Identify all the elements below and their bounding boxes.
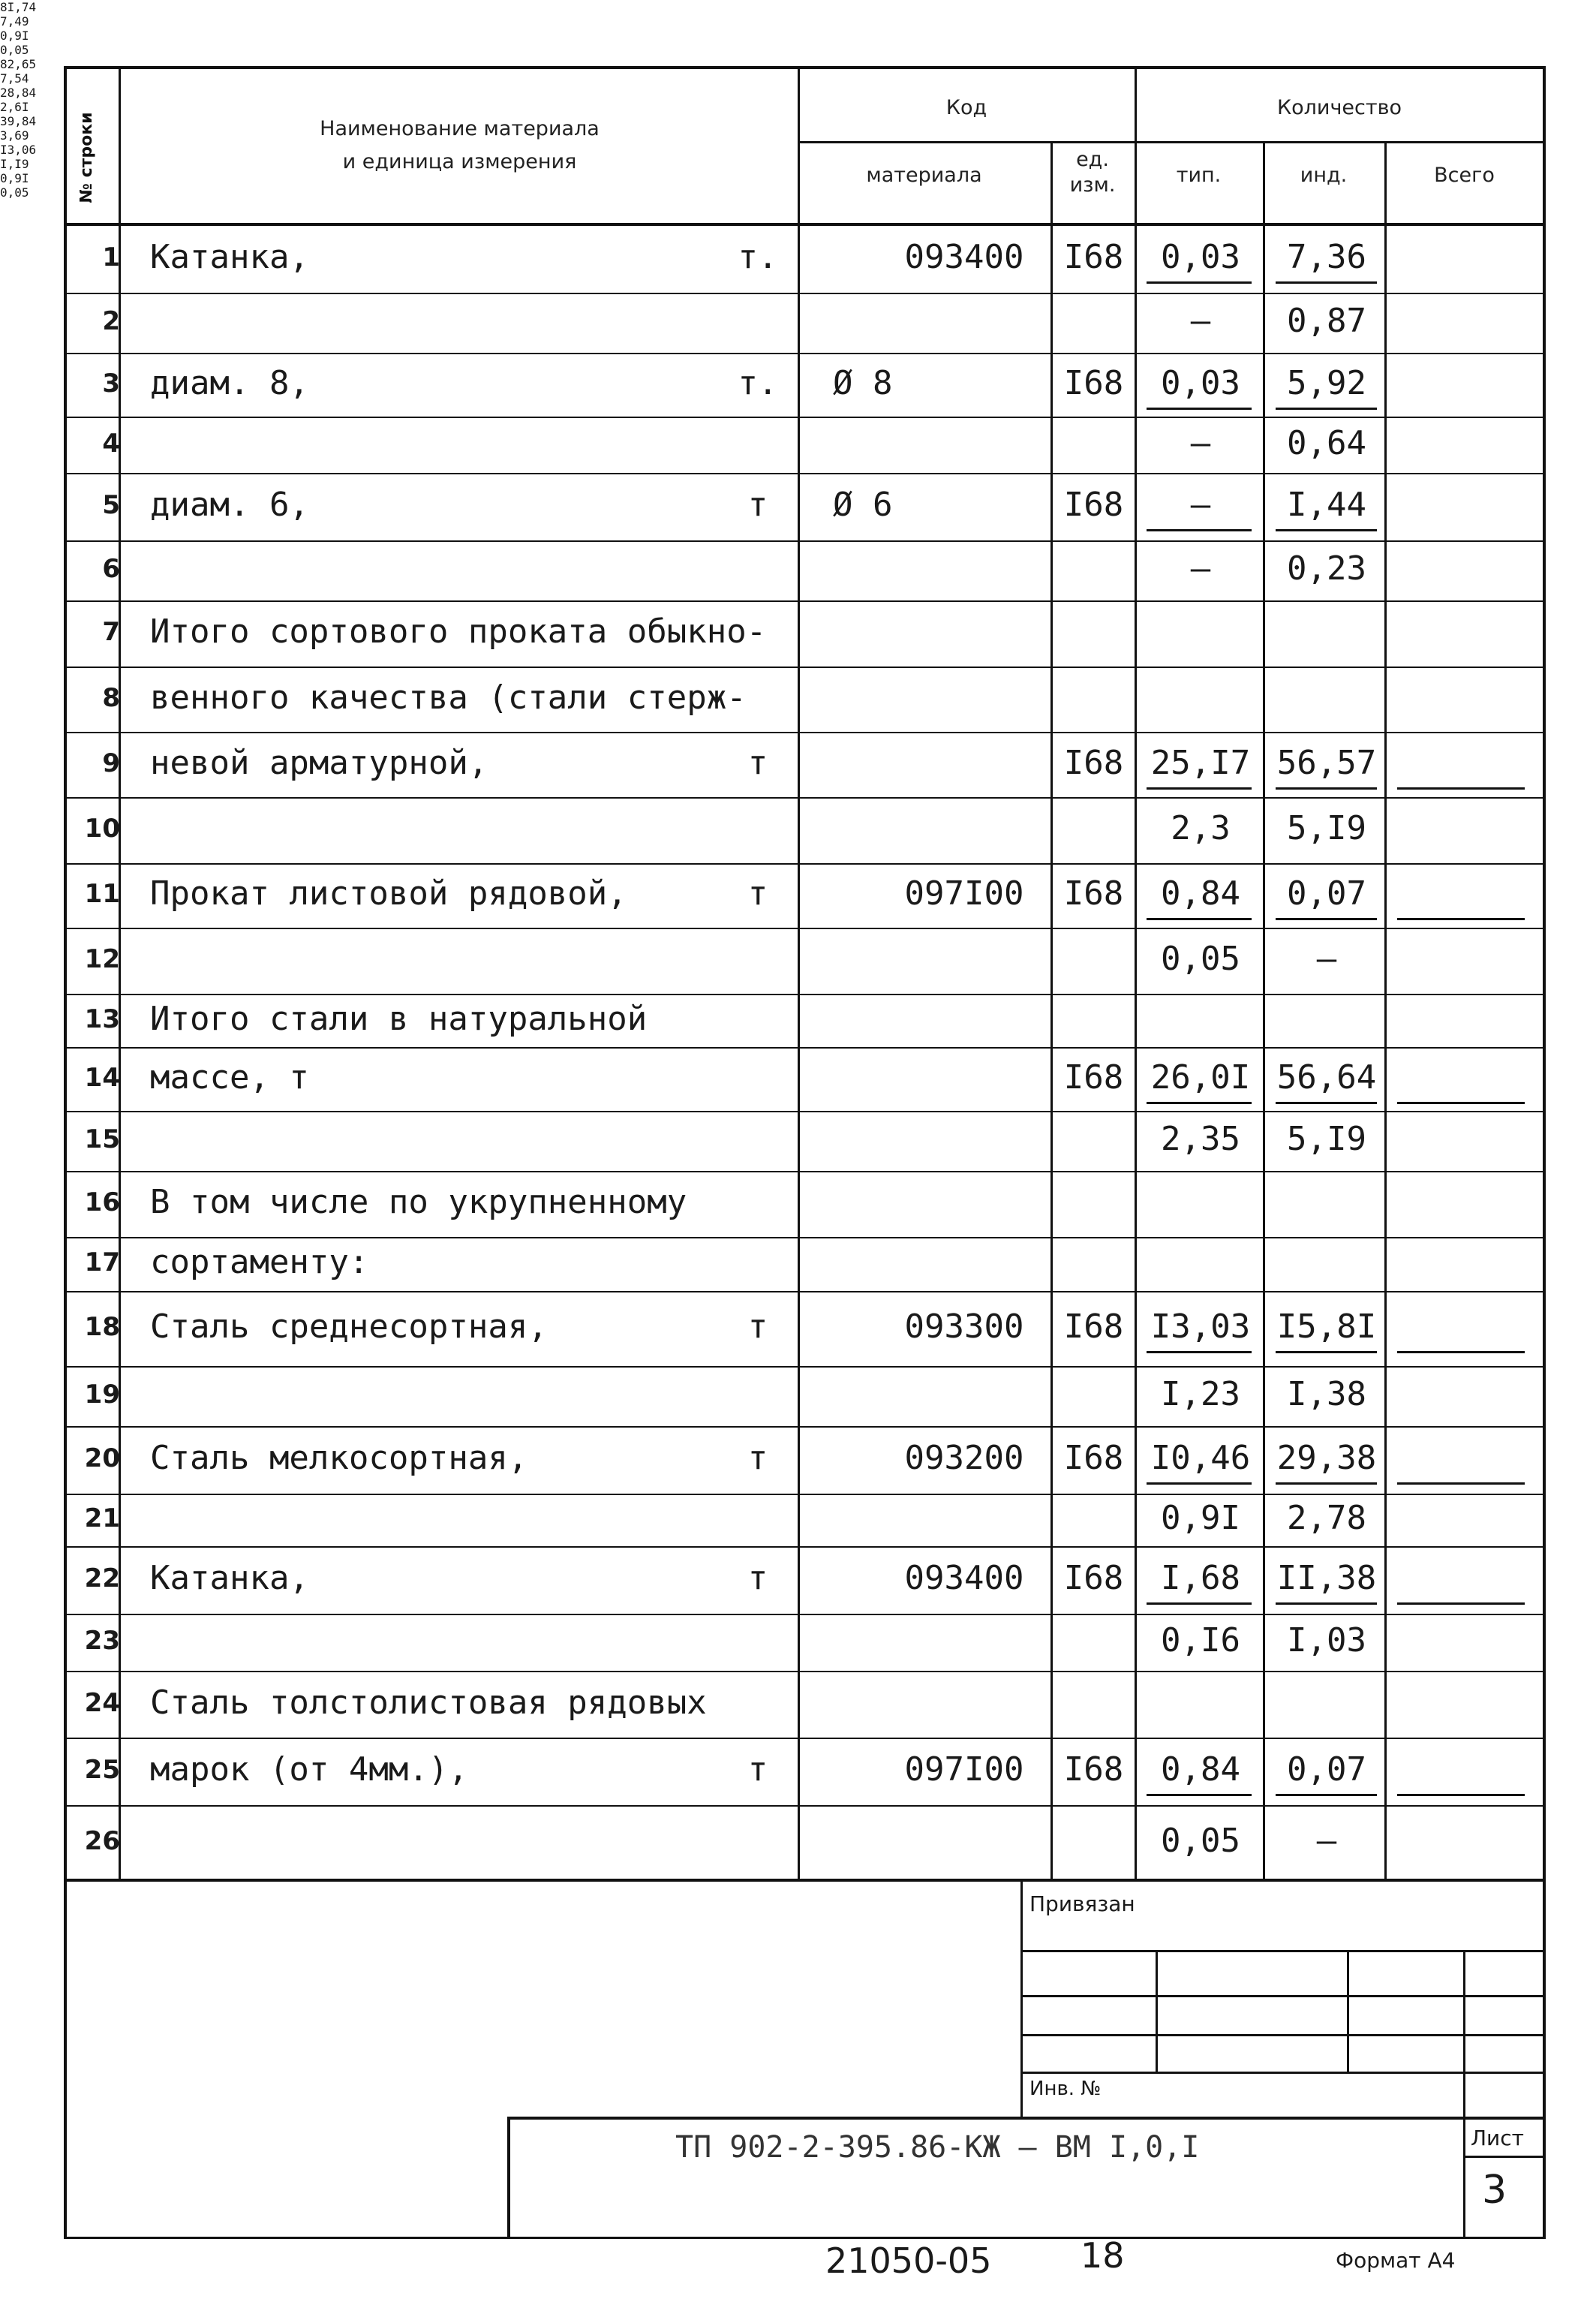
cell-ind: I,03: [1287, 1621, 1366, 1660]
value-underline: [1276, 1794, 1377, 1796]
format-label: Формат А4: [1336, 2248, 1456, 2273]
row-separator: [64, 540, 1546, 542]
row-number: 7: [102, 617, 120, 647]
row-separator: [64, 1614, 1546, 1615]
row-number: 1: [102, 242, 120, 272]
cell-tip: 2,3: [1171, 809, 1231, 847]
col-line-ind: [1384, 143, 1387, 1881]
cell-eu: I68: [1063, 364, 1124, 402]
value-underline: [1397, 918, 1525, 920]
row-number: 10: [84, 814, 120, 844]
row-separator: [64, 1171, 1546, 1172]
value-underline: [1147, 787, 1252, 790]
cell-ind: 5,92: [1287, 364, 1366, 402]
stamp-row1: [1020, 1950, 1546, 1952]
cell-ind: 56,64: [1276, 1058, 1377, 1097]
cell-tip: 26,0I: [1150, 1058, 1251, 1097]
col-line-name: [798, 66, 800, 1881]
row-separator: [64, 1237, 1546, 1238]
row-number: 17: [84, 1247, 120, 1277]
cell-total: 82,65: [0, 57, 37, 71]
cell-eu: I68: [1063, 486, 1124, 524]
row-separator: [64, 732, 1546, 733]
cell-code: 093400: [904, 238, 1024, 276]
value-underline: [1276, 1482, 1377, 1485]
row-number: 14: [84, 1063, 120, 1093]
row-number: 3: [102, 369, 120, 399]
cell-ind: I5,8I: [1276, 1307, 1377, 1346]
cell-eu: I68: [1063, 874, 1124, 913]
cell-unit: т: [747, 1439, 768, 1477]
row-number: 24: [84, 1688, 120, 1718]
cell-ind: 56,57: [1276, 744, 1377, 782]
cell-tip: –: [1190, 302, 1211, 340]
stamp-top: [64, 1879, 1546, 1882]
cell-total: I,I9: [0, 157, 29, 171]
value-underline: [1276, 1602, 1377, 1605]
row-number: 25: [84, 1755, 120, 1785]
cell-ind: 2,78: [1287, 1499, 1366, 1537]
cell-tip: 2,35: [1161, 1120, 1240, 1158]
row-number-header: [69, 83, 114, 233]
cell-ind: –: [1316, 940, 1337, 978]
row-separator: [64, 1805, 1546, 1807]
cell-total: 7,49: [0, 14, 29, 29]
cell-ind: 7,36: [1287, 238, 1366, 276]
title-block-top: [507, 2117, 1546, 2120]
material-header: материала: [866, 164, 982, 187]
row-number: 8: [102, 683, 120, 713]
row-separator: [64, 1494, 1546, 1495]
cell-name: диам. 6,: [150, 486, 309, 524]
total-header: Всего: [1434, 164, 1495, 187]
cell-name: Катанка,: [150, 1559, 309, 1597]
cell-code: Ø 6: [833, 486, 893, 524]
page-number: 18: [1081, 2235, 1125, 2276]
cell-tip: 0,05: [1161, 1822, 1240, 1860]
row-number: 23: [84, 1626, 120, 1656]
row-number: 19: [84, 1380, 120, 1410]
row-number: 22: [84, 1563, 120, 1593]
value-underline: [1147, 918, 1252, 920]
cell-eu: I68: [1063, 1750, 1124, 1789]
cell-unit: т: [747, 1750, 768, 1789]
cell-tip: 0,84: [1161, 1750, 1240, 1789]
row-separator: [64, 1366, 1546, 1368]
cell-tip: –: [1190, 424, 1211, 462]
row-separator: [64, 293, 1546, 294]
row-separator: [64, 1426, 1546, 1428]
name-header-line2: и единица измерения: [342, 150, 577, 173]
archive-number: 21050-05: [825, 2240, 992, 2281]
cell-eu: I68: [1063, 1307, 1124, 1346]
cell-name: Прокат листовой рядовой,: [150, 874, 627, 913]
row-number: 16: [84, 1187, 120, 1217]
sheet-label: Лист: [1471, 2126, 1524, 2150]
doc-code: ТП 902-2-395.86-КЖ – ВМ I,0,I: [675, 2130, 1200, 2165]
value-underline: [1147, 1351, 1252, 1353]
row-number: 18: [84, 1312, 120, 1342]
frame-top: [64, 66, 1546, 69]
value-underline: [1147, 1602, 1252, 1605]
row-number: 11: [84, 879, 120, 909]
cell-eu: I68: [1063, 1058, 1124, 1097]
row-separator: [64, 1671, 1546, 1672]
cell-total: 2,6I: [0, 100, 29, 114]
value-underline: [1147, 1102, 1252, 1104]
cell-name: венного качества (стали стерж-: [150, 679, 747, 717]
row-number: 21: [84, 1503, 120, 1533]
value-underline: [1397, 1602, 1525, 1605]
cell-unit: т: [747, 1559, 768, 1597]
cell-eu: I68: [1063, 1559, 1124, 1597]
cell-tip: –: [1190, 486, 1211, 524]
cell-ind: 0,23: [1287, 549, 1366, 588]
unit-header: [1050, 147, 1135, 198]
cell-name: диам. 8,: [150, 364, 309, 402]
row-number: 6: [102, 554, 120, 584]
cell-unit: т.: [738, 364, 778, 402]
stamp-col1: [1156, 1950, 1158, 2072]
row-separator: [64, 994, 1546, 995]
row-separator: [64, 928, 1546, 929]
cell-eu: I68: [1063, 1439, 1124, 1477]
row-separator: [64, 600, 1546, 602]
frame-left: [64, 66, 67, 2239]
cell-code: 093200: [904, 1439, 1024, 1477]
row-number: 2: [102, 306, 120, 336]
cell-tip: I,68: [1161, 1559, 1240, 1597]
cell-name: В том числе по укрупненному: [150, 1183, 687, 1221]
value-underline: [1276, 281, 1377, 284]
inv-label: Инв. №: [1029, 2078, 1102, 2100]
cell-tip: 0,03: [1161, 364, 1240, 402]
cell-total: 0,05: [0, 43, 29, 57]
cell-tip: I,23: [1161, 1375, 1240, 1413]
title-block-left: [507, 2117, 510, 2239]
stamp-row2: [1020, 1995, 1546, 1997]
cell-tip: 25,I7: [1150, 744, 1251, 782]
row-number: 4: [102, 429, 120, 459]
cell-unit: т.: [738, 238, 778, 276]
frame-right: [1543, 66, 1546, 2239]
cell-tip: 0,03: [1161, 238, 1240, 276]
name-header-line1: Наименование материала: [320, 117, 600, 140]
cell-unit: т: [747, 874, 768, 913]
cell-code: Ø 8: [833, 364, 893, 402]
cell-total: 0,9I: [0, 29, 29, 43]
sheet-number: 3: [1482, 2168, 1507, 2213]
tip-header: тип.: [1176, 164, 1222, 187]
cell-code: 097I00: [904, 1750, 1024, 1789]
cell-eu: I68: [1063, 744, 1124, 782]
value-underline: [1276, 1351, 1377, 1353]
cell-tip: 0,05: [1161, 940, 1240, 978]
row-separator: [64, 1546, 1546, 1548]
row-separator: [64, 1111, 1546, 1112]
value-underline: [1397, 1482, 1525, 1485]
cell-ind: 5,I9: [1287, 809, 1366, 847]
value-underline: [1147, 1794, 1252, 1796]
cell-code: 097I00: [904, 874, 1024, 913]
col-line-material: [1050, 143, 1053, 1881]
row-separator: [64, 1291, 1546, 1292]
value-underline: [1397, 1794, 1525, 1796]
row-separator: [64, 667, 1546, 668]
sheet-divider: [1463, 2156, 1546, 2158]
col-line-tip: [1263, 143, 1265, 1881]
cell-ind: –: [1316, 1822, 1337, 1860]
cell-ind: I,38: [1287, 1375, 1366, 1413]
cell-name: Сталь мелкосортная,: [150, 1439, 528, 1477]
cell-ind: 0,87: [1287, 302, 1366, 340]
value-underline: [1276, 918, 1377, 920]
stamp-left-line: [1020, 1879, 1023, 2119]
cell-ind: 29,38: [1276, 1439, 1377, 1477]
cell-eu: I68: [1063, 238, 1124, 276]
value-underline: [1147, 281, 1252, 284]
value-underline: [1147, 408, 1252, 410]
row-separator: [64, 1738, 1546, 1739]
cell-name: невой арматурной,: [150, 744, 488, 782]
row-number: 15: [84, 1124, 120, 1154]
cell-total: 0,9I: [0, 171, 29, 185]
cell-code: 093300: [904, 1307, 1024, 1346]
row-number: 9: [102, 748, 120, 778]
cell-ind: 0,64: [1287, 424, 1366, 462]
value-underline: [1276, 1102, 1377, 1104]
stamp-row4: [1020, 2072, 1546, 2074]
value-underline: [1397, 1102, 1525, 1104]
privyazan-label: Привязан: [1029, 1891, 1135, 1916]
cell-total: 8I,74: [0, 0, 37, 14]
frame-bottom: [64, 2237, 1546, 2239]
cell-total: 7,54: [0, 71, 29, 86]
value-underline: [1397, 787, 1525, 790]
cell-tip: I0,46: [1150, 1439, 1251, 1477]
row-separator: [64, 353, 1546, 354]
row-separator: [64, 1047, 1546, 1049]
cell-name: Итого стали в натуральной: [150, 1000, 648, 1038]
cell-tip: I3,03: [1150, 1307, 1251, 1346]
cell-tip: 0,9I: [1161, 1499, 1240, 1537]
cell-name: марок (от 4мм.),: [150, 1750, 468, 1789]
value-underline: [1276, 787, 1377, 790]
row-number: 13: [84, 1004, 120, 1034]
header-bottom: [64, 223, 1546, 226]
cell-tip: 0,I6: [1161, 1621, 1240, 1660]
cell-unit: т: [747, 744, 768, 782]
value-underline: [1276, 408, 1377, 410]
cell-ind: I,44: [1287, 486, 1366, 524]
cell-name: Сталь среднесортная,: [150, 1307, 548, 1346]
cell-name: Итого сортового проката обыкно-: [150, 612, 767, 651]
row-number: 20: [84, 1443, 120, 1473]
cell-ind: II,38: [1276, 1559, 1377, 1597]
cell-name: Сталь толстолистовая рядовых: [150, 1684, 707, 1722]
unit-header-line2: изм.: [1069, 173, 1116, 197]
cell-code: 093400: [904, 1559, 1024, 1597]
cell-name: массе, т: [150, 1058, 309, 1097]
cell-name: Катанка,: [150, 238, 309, 276]
unit-header-line1: ед.: [1076, 148, 1109, 171]
cell-total: 39,84: [0, 114, 37, 128]
cell-ind: 0,07: [1287, 874, 1366, 913]
value-underline: [1147, 529, 1252, 531]
row-number: 12: [84, 944, 120, 974]
row-number: 5: [102, 490, 120, 520]
svg-text:№ строки: № строки: [77, 112, 96, 203]
value-underline: [1276, 529, 1377, 531]
cell-total: 28,84: [0, 86, 37, 100]
row-separator: [64, 473, 1546, 474]
value-underline: [1397, 1351, 1525, 1353]
cell-name: сортаменту:: [150, 1243, 369, 1281]
stamp-col2: [1347, 1950, 1349, 2072]
row-separator: [64, 417, 1546, 418]
cell-total: 3,69: [0, 128, 29, 143]
value-underline: [1147, 1482, 1252, 1485]
row-separator: [64, 797, 1546, 799]
stamp-col3: [1463, 1950, 1465, 2239]
stamp-row3: [1020, 2034, 1546, 2036]
cell-unit: т: [747, 1307, 768, 1346]
cell-unit: т: [747, 486, 768, 524]
header-subline: [798, 141, 1544, 143]
cell-tip: 0,84: [1161, 874, 1240, 913]
row-separator: [64, 863, 1546, 865]
cell-ind: 0,07: [1287, 1750, 1366, 1789]
cell-total: 0,05: [0, 185, 29, 200]
ind-header: инд.: [1300, 164, 1348, 187]
quantity-header: Количество: [1276, 96, 1402, 119]
cell-tip: –: [1190, 549, 1211, 588]
cell-ind: 5,I9: [1287, 1120, 1366, 1158]
cell-total: I3,06: [0, 143, 37, 157]
code-header: Код: [945, 96, 987, 119]
row-number: 26: [84, 1826, 120, 1856]
